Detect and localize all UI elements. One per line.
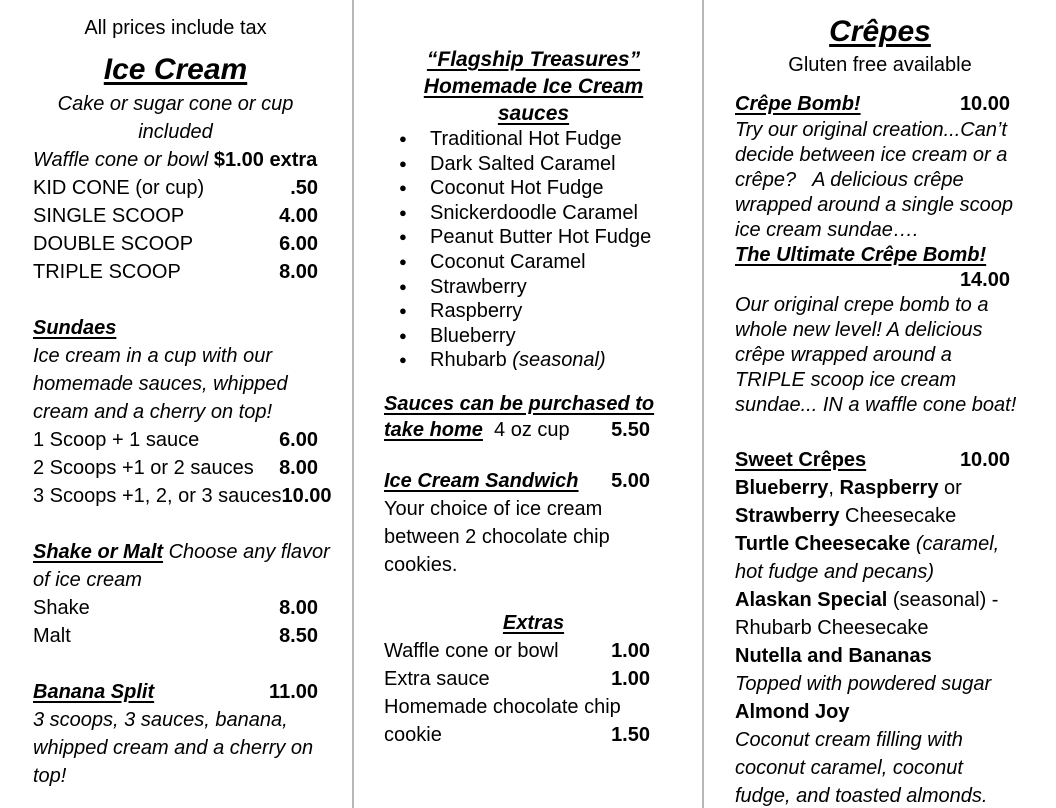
- crepe-bomb-row: [735, 90, 1010, 118]
- take-home-heading-text: take home: [384, 418, 483, 441]
- bullet-icon: ●: [399, 352, 407, 368]
- ice-cream-title: [33, 50, 318, 90]
- bullet-icon: ●: [399, 278, 407, 294]
- sweet-crepes-heading: Sweet Crêpes: [735, 449, 867, 471]
- sauce-flavor-item: [384, 250, 650, 275]
- sweet-crepes-desc-line: fudge, and toasted almonds.: [735, 785, 988, 807]
- sauces-heading-text: “Flagship Treasures”: [426, 48, 641, 71]
- spacer: [384, 443, 650, 467]
- ultimate-desc-line: Our original crepe bomb to a: [735, 294, 989, 316]
- menu-item-row: [33, 230, 318, 258]
- bullet-icon: ●: [399, 131, 407, 146]
- sandwich-desc-line: Your choice of ice cream: [384, 497, 603, 520]
- item-label: Extra sauce: [384, 667, 490, 690]
- sundaes-heading: [33, 314, 318, 342]
- sweet-crepes-desc-line: Alaskan Special (seasonal) -: [735, 589, 999, 611]
- bullet-icon: ●: [399, 253, 407, 269]
- crepes-title: [735, 12, 1025, 52]
- item-label: Homemade chocolate chip: [384, 695, 621, 718]
- sauce-flavor-name: Coconut Caramel: [430, 250, 586, 273]
- menu-item-row: [384, 693, 650, 721]
- sauces-heading-line2: [384, 73, 683, 100]
- sweet-crepes-desc-line: Turtle Cheesecake (caramel,: [735, 533, 1000, 555]
- sweet-crepes-desc-line: Rhubarb Cheesecake: [735, 617, 929, 639]
- banana-split-desc-line: 3 scoops, 3 sauces, banana,: [33, 709, 288, 731]
- menu-item-row: [33, 174, 318, 202]
- item-label: 2 Scoops +1 or 2 sauces: [33, 457, 254, 479]
- item-label: Waffle cone or bowl: [384, 639, 559, 662]
- shake-or-malt-heading-text: Shake or Malt: [33, 541, 164, 563]
- sundaes-desc-line: Ice cream in a cup with our: [33, 345, 272, 367]
- bullet-icon: ●: [399, 180, 407, 196]
- ultimate-crepe-bomb-heading-text: The Ultimate Crêpe Bomb!: [735, 244, 987, 266]
- sauces-heading-line1: [384, 46, 683, 73]
- sauce-flavor-name: Peanut Butter Hot Fudge: [430, 226, 652, 249]
- banana-split-desc-line: top!: [33, 765, 67, 787]
- sauce-flavor-item: [384, 324, 650, 349]
- sauce-flavor-item: [384, 348, 650, 373]
- banana-split-heading: Banana Split: [33, 681, 155, 703]
- crepe-bomb-price: 10.00: [959, 93, 1010, 115]
- sweet-crepes-desc-line: hot fudge and pecans): [735, 561, 935, 583]
- crepes-column: [704, 0, 1056, 808]
- menu-item-row: [33, 622, 318, 650]
- item-price: 6.00: [279, 429, 318, 451]
- item-label: TRIPLE SCOOP: [33, 261, 181, 283]
- sundaes-desc-line: homemade sauces, whipped: [33, 373, 288, 395]
- ultimate-crepe-bomb-heading: [735, 243, 1010, 268]
- item-price: 1.50: [611, 723, 650, 746]
- sauce-flavor-name: Raspberry: [430, 300, 523, 323]
- sweet-crepes-desc-line: Strawberry Cheesecake: [735, 505, 957, 527]
- sauce-flavor-item: [384, 176, 650, 201]
- take-home-row: [384, 417, 650, 443]
- bullet-icon: ●: [399, 229, 407, 245]
- item-label: KID CONE (or cup): [33, 177, 205, 199]
- sandwich-desc-line: cookies.: [384, 553, 458, 576]
- sauces-heading-text: sauces: [497, 102, 570, 125]
- extras-heading: [384, 609, 683, 637]
- menu-item-row: [384, 721, 650, 749]
- waffle-extra-note: [33, 146, 318, 174]
- menu-item-row: [33, 594, 318, 622]
- sweet-crepes-desc-line: Blueberry, Raspberry or: [735, 477, 962, 499]
- bullet-icon: ●: [399, 155, 407, 171]
- sauce-flavor-name: Traditional Hot Fudge: [430, 128, 622, 150]
- sauces-heading-text: Homemade Ice Cream: [423, 75, 644, 98]
- item-price: 8.00: [279, 457, 318, 479]
- sauce-flavor-item: [384, 127, 650, 152]
- menu-item-row: [33, 202, 318, 230]
- spacer: [735, 418, 1010, 446]
- sauce-flavor-name: Blueberry: [430, 324, 516, 347]
- spacer: [33, 510, 318, 538]
- sauce-flavor-item: [384, 299, 650, 324]
- spacer: [384, 579, 650, 609]
- gluten-free-note: Gluten free available: [788, 54, 972, 76]
- spacer: [735, 78, 1010, 90]
- item-label: cookie: [384, 723, 442, 746]
- take-home-label: [384, 417, 570, 443]
- sundaes-heading-text: Sundaes: [33, 317, 117, 339]
- sauce-flavor-name: Coconut Hot Fudge: [430, 177, 604, 200]
- banana-split-row: [33, 678, 318, 706]
- tax-note: All prices include tax: [84, 17, 267, 39]
- ice-cream-sandwich-heading: Ice Cream Sandwich: [384, 469, 579, 492]
- item-price: 8.00: [279, 597, 318, 619]
- shake-or-malt-heading: [33, 538, 330, 566]
- sauce-flavor-name: Strawberry: [430, 275, 527, 298]
- sundaes-desc-line: cream and a cherry on top!: [33, 401, 273, 423]
- item-price: 1.00: [611, 667, 650, 690]
- take-home-heading-line1: [384, 391, 655, 417]
- spacer: [33, 286, 318, 314]
- sweet-crepes-desc-line: Coconut cream filling with: [735, 729, 963, 751]
- item-label: DOUBLE SCOOP: [33, 233, 194, 255]
- item-label: SINGLE SCOOP: [33, 205, 185, 227]
- extras-heading-text: Extras: [502, 611, 565, 634]
- waffle-extra-note-price: $1.00 extra: [213, 149, 318, 171]
- item-price: 4.00: [279, 205, 318, 227]
- sauce-flavor-name: Rhubarb: [430, 349, 507, 372]
- sweet-crepes-desc-line: coconut caramel, coconut: [735, 757, 963, 779]
- sauce-flavor-item: [384, 275, 650, 300]
- menu-item-row: [33, 426, 318, 454]
- waffle-extra-note-label: Waffle cone or bowl: [33, 149, 214, 171]
- sauce-flavor-note: (seasonal): [512, 349, 606, 372]
- ice-cream-title-text: Ice Cream: [103, 53, 248, 86]
- crepe-bomb-desc-line: Try our original creation...Can’t: [735, 119, 1007, 141]
- menu-item-row: [33, 454, 318, 482]
- item-label: 1 Scoop + 1 sauce: [33, 429, 200, 451]
- shake-or-malt-desc-line2: of ice cream: [33, 569, 142, 591]
- sauces-column: [352, 0, 704, 808]
- sauce-flavor-item: [384, 152, 650, 177]
- menu-item-row: [33, 258, 318, 286]
- item-label: Shake: [33, 597, 90, 619]
- sweet-crepes-row: [735, 446, 1010, 474]
- item-price: .50: [290, 177, 318, 199]
- ultimate-desc-line: whole new level! A delicious: [735, 319, 983, 341]
- bullet-icon: ●: [399, 204, 407, 220]
- spacer: [33, 650, 318, 678]
- sweet-crepes-desc-line: Topped with powdered sugar: [735, 673, 992, 695]
- banana-split-price: 11.00: [269, 681, 318, 703]
- sauce-flavor-item: [384, 201, 650, 226]
- sauce-flavor-item: [384, 225, 650, 250]
- crepe-bomb-heading: Crêpe Bomb!: [735, 93, 861, 115]
- shake-or-malt-desc: Choose any flavor: [163, 541, 330, 563]
- ice-cream-sandwich-row: [384, 467, 650, 495]
- sweet-crepes-desc-line: Nutella and Bananas: [735, 645, 932, 667]
- item-label: 3 Scoops +1, 2, or 3 sauces: [33, 485, 282, 507]
- item-price: 10.00: [281, 485, 332, 507]
- menu-item-row: [384, 637, 650, 665]
- crepe-bomb-desc-line: decide between ice cream or a: [735, 144, 1008, 166]
- item-price: 6.00: [279, 233, 318, 255]
- take-home-heading-text: Sauces can be purchased to: [384, 392, 655, 415]
- crepe-bomb-desc-line: wrapped around a single scoop: [735, 194, 1013, 216]
- sweet-crepes-price: 10.00: [959, 449, 1010, 471]
- crepe-bomb-desc-line: crêpe? A delicious crêpe: [735, 169, 964, 191]
- crepes-title-text: Crêpes: [829, 15, 931, 48]
- cone-included-note-line1: Cake or sugar cone or cup: [57, 93, 294, 115]
- crepe-bomb-desc-line: ice cream sundae….: [735, 219, 919, 241]
- item-price: 8.50: [279, 625, 318, 647]
- item-label: Malt: [33, 625, 71, 647]
- banana-split-desc-line: whipped cream and a cherry on: [33, 737, 314, 759]
- item-price: 8.00: [279, 261, 318, 283]
- ultimate-desc-line: sundae... IN a waffle cone boat!: [735, 394, 1017, 416]
- sauces-heading-line3: [384, 100, 683, 127]
- ice-cream-sandwich-price: 5.00: [611, 469, 650, 492]
- sauce-flavor-name: Dark Salted Caramel: [430, 152, 616, 175]
- bullet-icon: ●: [399, 327, 407, 343]
- take-home-size: 4 oz cup: [482, 418, 570, 441]
- sauce-flavor-name: Snickerdoodle Caramel: [430, 201, 638, 224]
- ice-cream-column: [0, 0, 352, 808]
- sweet-crepes-desc-line: Almond Joy: [735, 701, 850, 723]
- menu-item-row: [33, 482, 332, 510]
- ultimate-desc-line: crêpe wrapped around a: [735, 344, 952, 366]
- ultimate-crepe-bomb-price: 14.00: [959, 269, 1010, 291]
- ultimate-crepe-bomb-price-line: [735, 268, 1010, 293]
- bullet-icon: ●: [399, 303, 407, 319]
- ultimate-desc-line: TRIPLE scoop ice cream: [735, 369, 957, 391]
- menu-item-row: [384, 665, 650, 693]
- spacer: [384, 373, 650, 391]
- sandwich-desc-line: between 2 chocolate chip: [384, 525, 610, 548]
- take-home-price: 5.50: [611, 418, 650, 441]
- cone-included-note-line2: included: [138, 121, 213, 143]
- item-price: 1.00: [611, 639, 650, 662]
